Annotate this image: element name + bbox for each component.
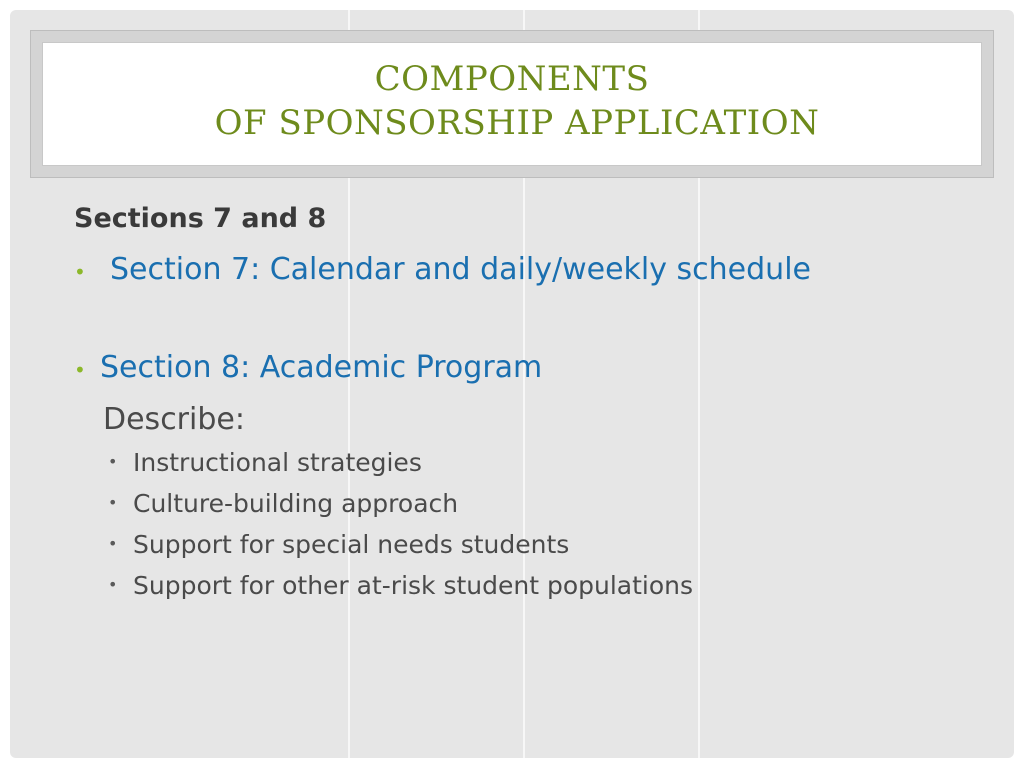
- sub-bullet-label: Culture-building approach: [133, 489, 459, 518]
- bullet-label: Section 8: Academic Program: [100, 350, 543, 385]
- describe-label: Describe:: [103, 402, 245, 437]
- sub-bullet-marker: •: [108, 452, 118, 471]
- sub-bullet-marker: •: [108, 534, 118, 553]
- title-line-1: COMPONENTS: [374, 59, 650, 99]
- sub-bullet-label: Support for other at-risk student populations: [133, 571, 694, 600]
- sub-bullet-label: Instructional strategies: [133, 448, 422, 477]
- slide: [10, 10, 1014, 758]
- title-line-2: OF SPONSORSHIP APPLICATION: [214, 103, 820, 143]
- bullet-marker: •: [74, 260, 86, 284]
- bullet-label: Section 7: Calendar and daily/weekly schedule: [110, 252, 811, 287]
- sub-bullet-marker: •: [108, 493, 118, 512]
- sub-bullet-label: Support for special needs students: [133, 530, 570, 559]
- section-heading: Sections 7 and 8: [74, 203, 327, 234]
- slide-content: [10, 10, 1014, 758]
- bullet-marker: •: [74, 358, 86, 382]
- sub-bullet-marker: •: [108, 575, 118, 594]
